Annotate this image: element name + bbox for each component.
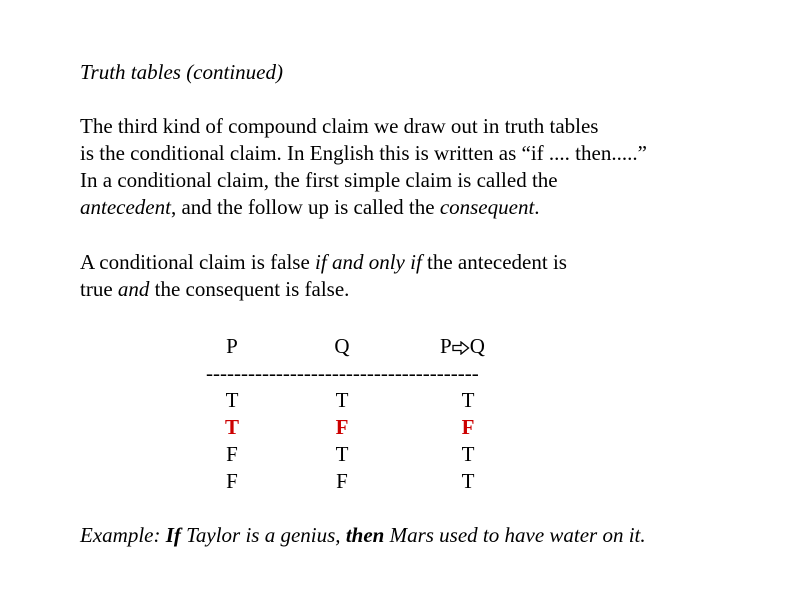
cell-p: T bbox=[225, 388, 239, 412]
iff-phrase: if and only if bbox=[315, 250, 422, 274]
cell-q: F bbox=[335, 415, 349, 439]
example-if: If bbox=[165, 523, 181, 547]
cell-result: F bbox=[461, 415, 475, 439]
para1-line4-mid: , and the follow up is called the bbox=[170, 195, 440, 219]
para2-line2-a: true bbox=[80, 277, 118, 301]
consequent-term: consequent bbox=[439, 195, 535, 219]
antecedent-term: antecedent bbox=[80, 195, 171, 219]
example-label: Example: bbox=[80, 523, 166, 547]
para2-line1-b: the antecedent is bbox=[421, 250, 567, 274]
para1-line1: The third kind of compound claim we draw out in truth tables bbox=[80, 114, 599, 138]
cell-result: T bbox=[461, 469, 475, 493]
para1-line3: In a conditional claim, the first simple claim is called the bbox=[80, 168, 558, 192]
cell-q: F bbox=[336, 469, 348, 493]
page-title bbox=[80, 59, 283, 86]
example-then: then bbox=[345, 523, 385, 547]
para2-line2-b: the consequent is false. bbox=[149, 277, 350, 301]
example-consequent: Mars used to have water on it. bbox=[384, 523, 646, 547]
cell-result: T bbox=[461, 442, 475, 466]
example-line bbox=[80, 522, 646, 549]
cell-result: T bbox=[461, 388, 475, 412]
cell-p: F bbox=[226, 442, 238, 466]
para1-line4-end: . bbox=[534, 195, 540, 219]
header-p-implies-q bbox=[440, 333, 485, 362]
header-pq-q: Q bbox=[469, 334, 485, 358]
cell-p: T bbox=[224, 415, 239, 439]
table-separator: --------------------------------------- bbox=[206, 361, 479, 385]
para1-line4 bbox=[80, 194, 540, 221]
header-q: Q bbox=[334, 334, 350, 358]
and-word: and bbox=[117, 277, 150, 301]
example-antecedent: Taylor is a genius, bbox=[180, 523, 346, 547]
header-pq-p: P bbox=[440, 334, 452, 358]
title-text: Truth tables (continued) bbox=[80, 60, 283, 84]
cell-p: F bbox=[226, 469, 238, 493]
para2-line1 bbox=[80, 249, 567, 276]
cell-q: T bbox=[335, 388, 349, 412]
cell-q: T bbox=[335, 442, 349, 466]
header-p: P bbox=[226, 334, 238, 358]
para2-line2 bbox=[80, 276, 349, 303]
para1-line2: is the conditional claim. In English this is written as “if .... then.....” bbox=[80, 141, 647, 165]
para2-line1-a: A conditional claim is false bbox=[80, 250, 316, 274]
hollow-right-arrow-icon bbox=[452, 335, 470, 362]
